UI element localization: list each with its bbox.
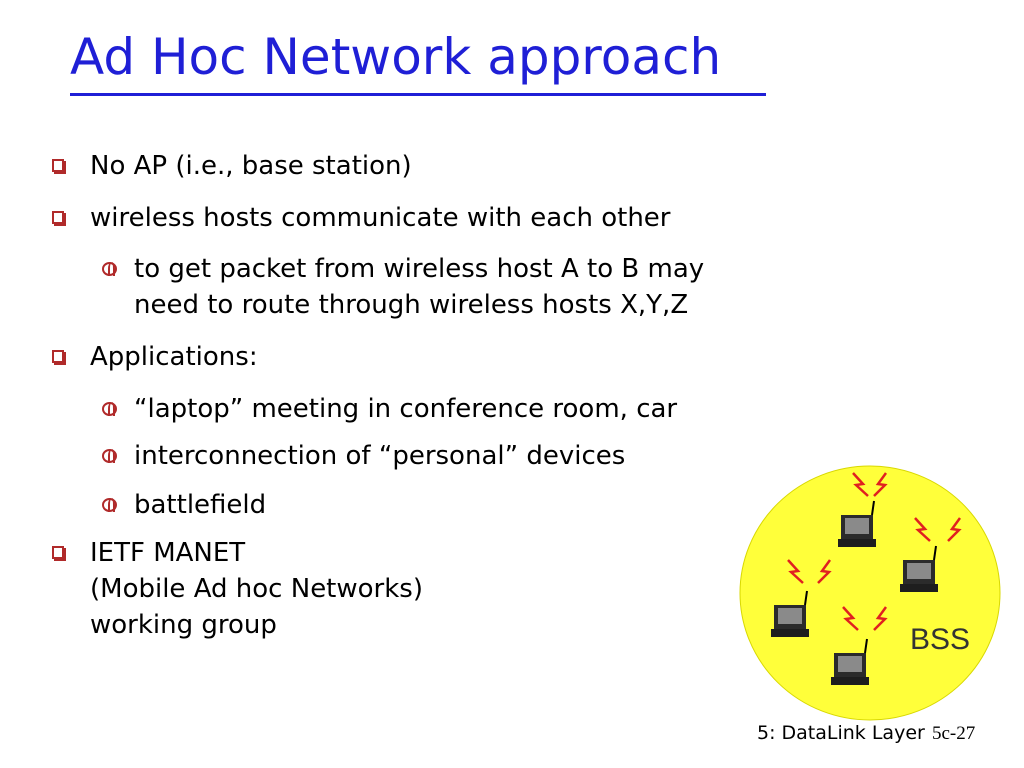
square-bullet-icon bbox=[52, 159, 64, 172]
round-bullet-icon bbox=[102, 449, 117, 463]
footer-chapter: 5: DataLink Layer bbox=[757, 722, 925, 744]
sub-bullet-text-line2: need to route through wireless hosts X,Y,Z bbox=[134, 290, 689, 320]
bullet-text: No AP (i.e., base station) bbox=[90, 151, 412, 181]
sub-bullet-text: battlefield bbox=[134, 490, 267, 520]
title-underline bbox=[70, 93, 766, 96]
sub-bullet-text: “laptop” meeting in conference room, car bbox=[134, 394, 678, 424]
bullet-text: wireless hosts communicate with each other bbox=[90, 203, 671, 233]
bss-diagram bbox=[738, 465, 1002, 723]
square-bullet-icon bbox=[52, 546, 64, 559]
bss-label: BSS bbox=[910, 623, 971, 656]
bss-circle bbox=[740, 466, 1000, 720]
round-bullet-icon bbox=[102, 402, 117, 416]
round-bullet-icon bbox=[102, 262, 117, 276]
square-bullet-icon bbox=[52, 211, 64, 224]
sub-bullet-text-line1: to get packet from wireless host A to B may bbox=[134, 254, 705, 284]
square-bullet-icon bbox=[52, 350, 64, 363]
sub-bullet-text: interconnection of “personal” devices bbox=[134, 441, 626, 471]
bullet-text: Applications: bbox=[90, 342, 258, 372]
round-bullet-icon bbox=[102, 498, 117, 512]
footer-page-number: 5c-27 bbox=[932, 723, 976, 744]
bullet-text-line3: working group bbox=[90, 610, 277, 640]
slide-title: Ad Hoc Network approach bbox=[70, 28, 722, 86]
bullet-text-line1: IETF MANET bbox=[90, 538, 246, 568]
bullet-text-line2: (Mobile Ad hoc Networks) bbox=[90, 574, 423, 604]
